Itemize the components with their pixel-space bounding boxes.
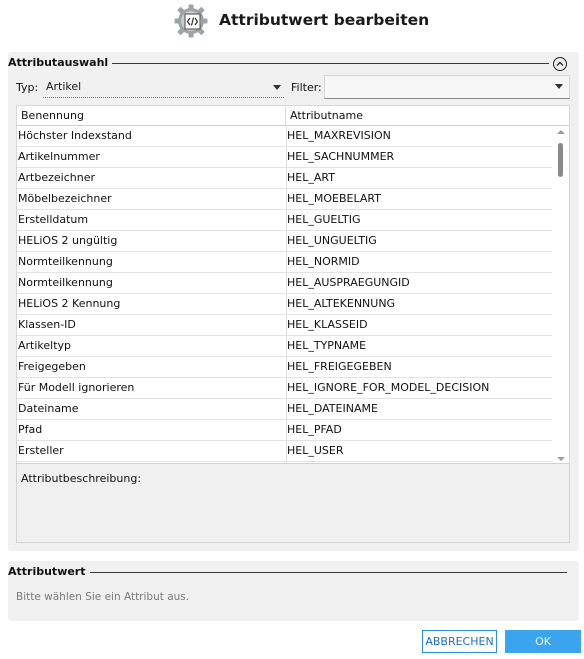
table-row[interactable] [17,399,552,420]
attribute-value-hint: Bitte wählen Sie ein Attribut aus. [16,591,190,603]
cell-name: Erstelldatum [17,210,287,230]
cell-attribute-name: HEL_TYPNAME [287,339,367,352]
chevron-up-circle-icon[interactable] [553,57,567,71]
ok-button[interactable]: OK [505,630,581,653]
filter-dropdown[interactable] [324,75,570,99]
cell-attribute-name: HEL_USER [287,444,344,457]
cell-attribute-name: HEL_FREIGEGEBEN [287,360,392,373]
cell-name: Artikeltyp [17,336,287,356]
cell-name: Klassen-ID [17,315,287,335]
type-label: Typ: [16,81,39,94]
table-header [17,106,569,126]
column-header-attribute[interactable]: Attributname [290,109,363,122]
cell-attribute-name: HEL_NORMID [287,255,360,268]
table-row[interactable] [17,126,552,147]
table-row[interactable] [17,420,552,441]
cell-name: Normteilkennung [17,273,287,293]
scrollbar-thumb[interactable] [558,143,563,177]
table-row[interactable] [17,441,552,462]
cell-attribute-name: HEL_ALTEKENNUNG [287,297,396,310]
dialog-header [0,0,584,44]
attribute-value-title: Attributwert [8,565,90,578]
table-body [17,126,552,465]
scroll-up-arrow-icon[interactable] [557,130,565,134]
attribute-table [16,105,570,465]
cell-name: HELiOS 2 Kennung [17,294,287,314]
cell-name: Freigegeben [17,357,287,377]
attribute-selection-title: Attributauswahl [8,56,112,69]
attribute-description-box [16,463,570,543]
cell-attribute-name: HEL_SACHNUMMER [287,150,395,163]
column-header-name[interactable]: Benennung [17,106,286,125]
cell-attribute-name: HEL_KLASSEID [287,318,368,331]
table-row[interactable] [17,252,552,273]
cell-attribute-name: HEL_UNGUELTIG [287,234,377,247]
dialog-title: Attributwert bearbeiten [219,11,430,29]
cancel-button[interactable]: ABBRECHEN [422,630,497,653]
cell-name: Artikelnummer [17,147,287,167]
cell-attribute-name: HEL_MAXREVISION [287,129,391,142]
cell-attribute-name: HEL_MOEBELART [287,192,381,205]
chevron-down-icon [555,84,563,89]
chevron-down-icon [273,85,281,90]
table-row[interactable] [17,231,552,252]
cell-attribute-name: HEL_IGNORE_FOR_MODEL_DECISION [287,381,490,394]
cell-attribute-name: HEL_GUELTIG [287,213,361,226]
cell-name: Höchster Indexstand [17,126,287,146]
description-label: Attributbeschreibung: [21,472,142,485]
code-gear-icon [174,4,208,38]
cell-attribute-name: HEL_AUSPRAEGUNGID [287,276,410,289]
cell-attribute-name: HEL_PFAD [287,423,342,436]
cell-name: Möbelbezeichner [17,189,287,209]
scroll-down-arrow-icon[interactable] [557,457,565,461]
cell-name: Für Modell ignorieren [17,378,287,398]
table-row[interactable] [17,189,552,210]
cell-name: Normteilkennung [17,252,287,272]
table-row[interactable] [17,315,552,336]
type-dropdown-value: Artikel [46,80,82,93]
table-row[interactable] [17,357,552,378]
section-divider [16,572,567,573]
cell-attribute-name: HEL_DATEINAME [287,402,378,415]
cell-name: Artbezeichner [17,168,287,188]
table-row[interactable] [17,147,552,168]
table-row[interactable] [17,210,552,231]
vertical-scrollbar[interactable] [553,126,569,464]
cell-name: Dateiname [17,399,287,419]
filter-label: Filter: [291,81,322,94]
table-row[interactable] [17,168,552,189]
table-row[interactable] [17,336,552,357]
table-row[interactable] [17,294,552,315]
table-row[interactable] [17,378,552,399]
cell-name: HELiOS 2 ungültig [17,231,287,251]
cell-name: Pfad [17,420,287,440]
cell-attribute-name: HEL_ART [287,171,335,184]
type-dropdown[interactable] [43,77,284,98]
table-row[interactable] [17,273,552,294]
cell-name: Ersteller [17,441,287,461]
